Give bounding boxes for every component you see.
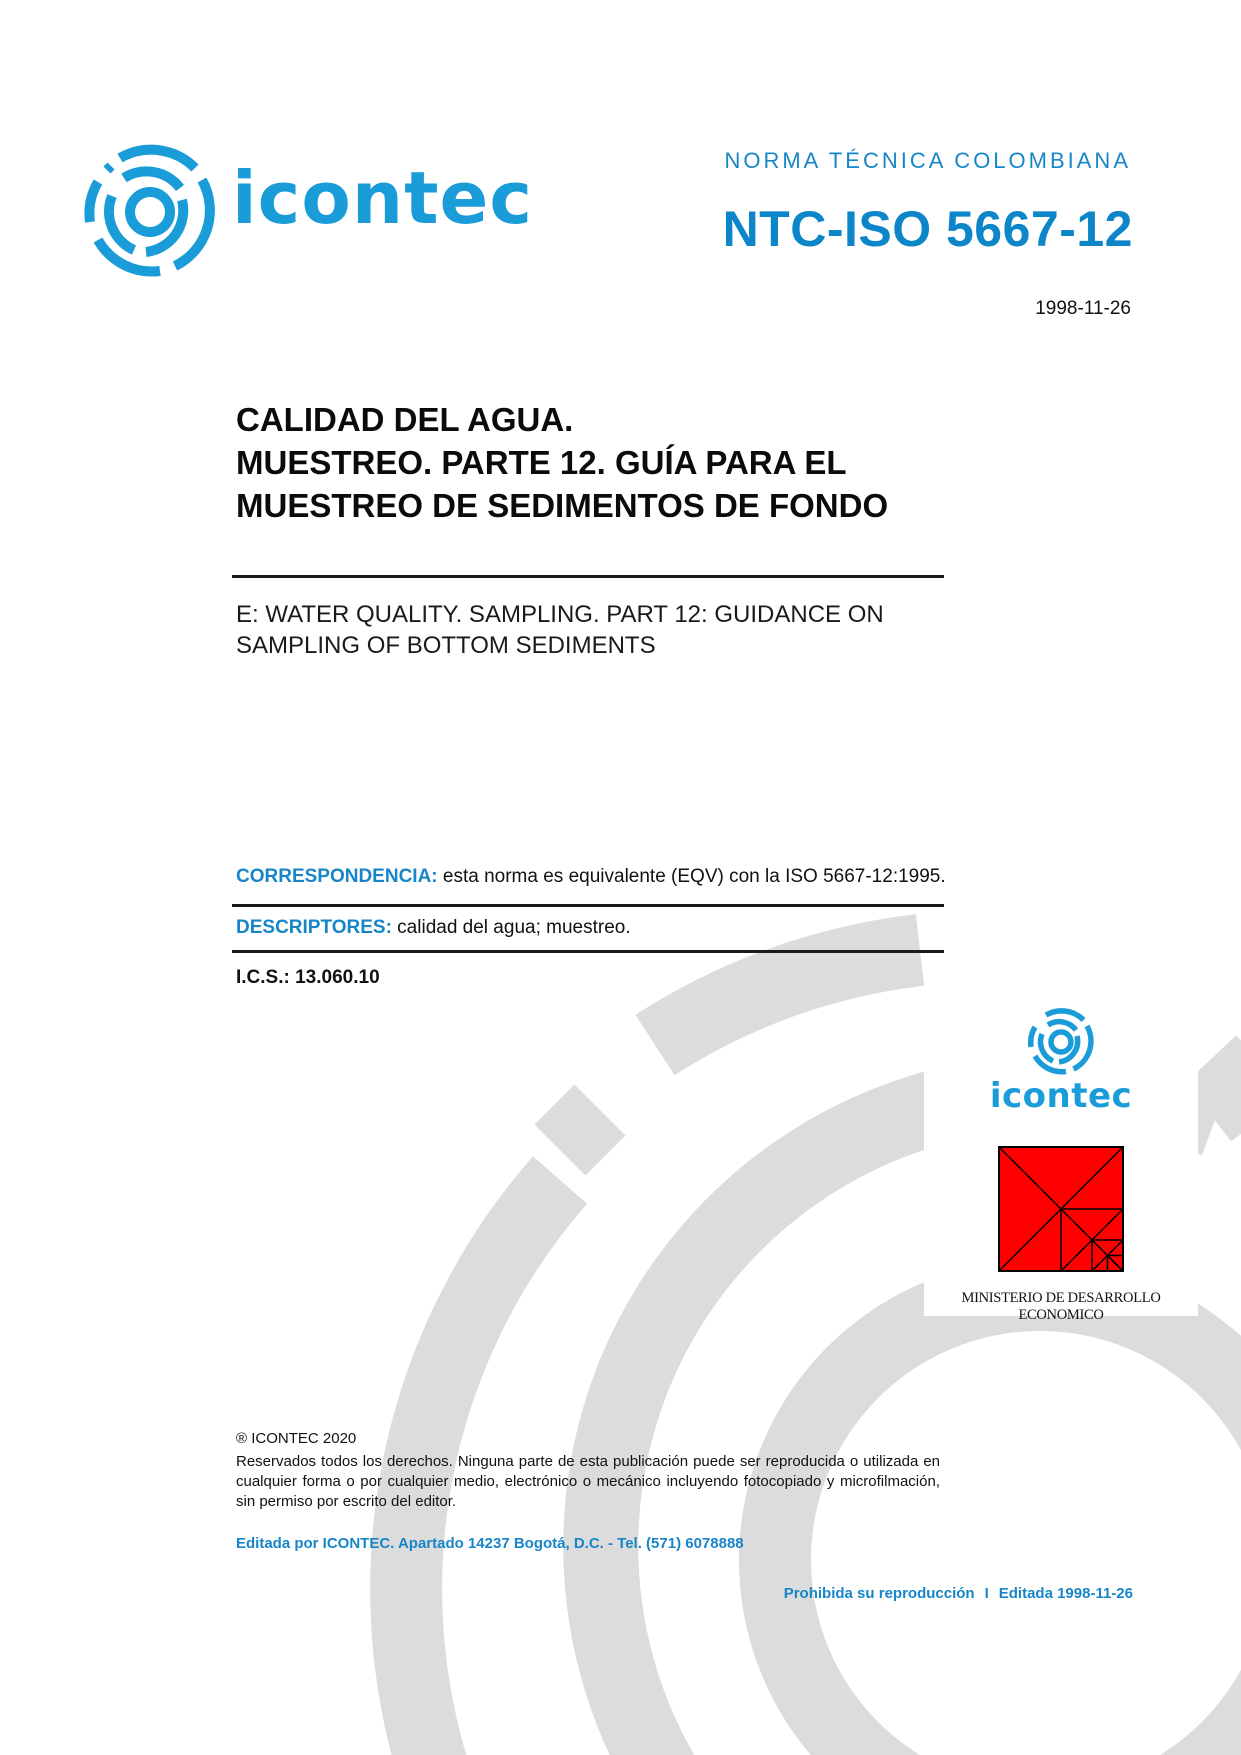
descriptores-label: DESCRIPTORES:: [236, 917, 392, 938]
norma-tecnica-label: NORMA TÉCNICA COLOMBIANA: [724, 148, 1131, 173]
ministerio-square-logo-icon: [998, 1146, 1124, 1272]
correspondencia-row: [236, 866, 946, 888]
editada-date: Editada 1998-11-26: [998, 1585, 1133, 1602]
ics-code: I.C.S.: 13.060.10: [236, 967, 380, 988]
icontec-rings-icon: [80, 140, 220, 280]
descriptores-row: [236, 917, 631, 939]
divider: [232, 904, 944, 907]
subtitle-line: SAMPLING OF BOTTOM SEDIMENTS: [236, 632, 656, 659]
copyright: ® ICONTEC 2020: [236, 1430, 357, 1447]
document-title: [236, 398, 956, 527]
rights-notice: Reservados todos los derechos. Ninguna parte de esta publicación puede ser reproducida o utilizada en cualquier forma o por cualquier medio, electrónico o mecánico incluyendo fotocopiado y microfilmación, sin permiso por escrito del editor.: [236, 1453, 940, 1510]
sponsor-logos-panel: [924, 992, 1198, 1323]
title-line: MUESTREO. PARTE 12. GUÍA PARA EL: [236, 444, 847, 481]
divider: [232, 950, 944, 953]
icontec-rings-icon: [1026, 1006, 1096, 1076]
icontec-logo: [80, 140, 534, 280]
english-title: [236, 599, 956, 661]
standard-code: NTC-ISO 5667-12: [722, 201, 1133, 257]
divider: [232, 575, 944, 578]
icontec-wordmark-small: icontec: [989, 1076, 1133, 1116]
title-line: MUESTREO DE SEDIMENTOS DE FONDO: [236, 487, 889, 524]
subtitle-line: E: WATER QUALITY. SAMPLING. PART 12: GUIDANCE ON: [236, 601, 884, 628]
title-line: CALIDAD DEL AGUA.: [236, 401, 574, 438]
ministerio-label: MINISTERIO DE DESARROLLO ECONOMICO: [961, 1290, 1161, 1323]
icontec-wordmark: icontec: [232, 156, 534, 240]
correspondencia-value: esta norma es equivalente (EQV) con la ISO 5667-12:1995.: [437, 866, 946, 887]
correspondencia-label: CORRESPONDENCIA:: [236, 866, 438, 887]
footer-separator: I: [984, 1585, 989, 1602]
publication-date: 1998-11-26: [1035, 298, 1131, 319]
publisher-info: Editada por ICONTEC. Apartado 14237 Bogotá, D.C. - Tel. (571) 6078888: [236, 1535, 744, 1552]
footer-note: [784, 1585, 1133, 1602]
prohibida-text: Prohibida su reproducción: [783, 1585, 975, 1602]
descriptores-value: calidad del agua; muestreo.: [391, 917, 631, 938]
